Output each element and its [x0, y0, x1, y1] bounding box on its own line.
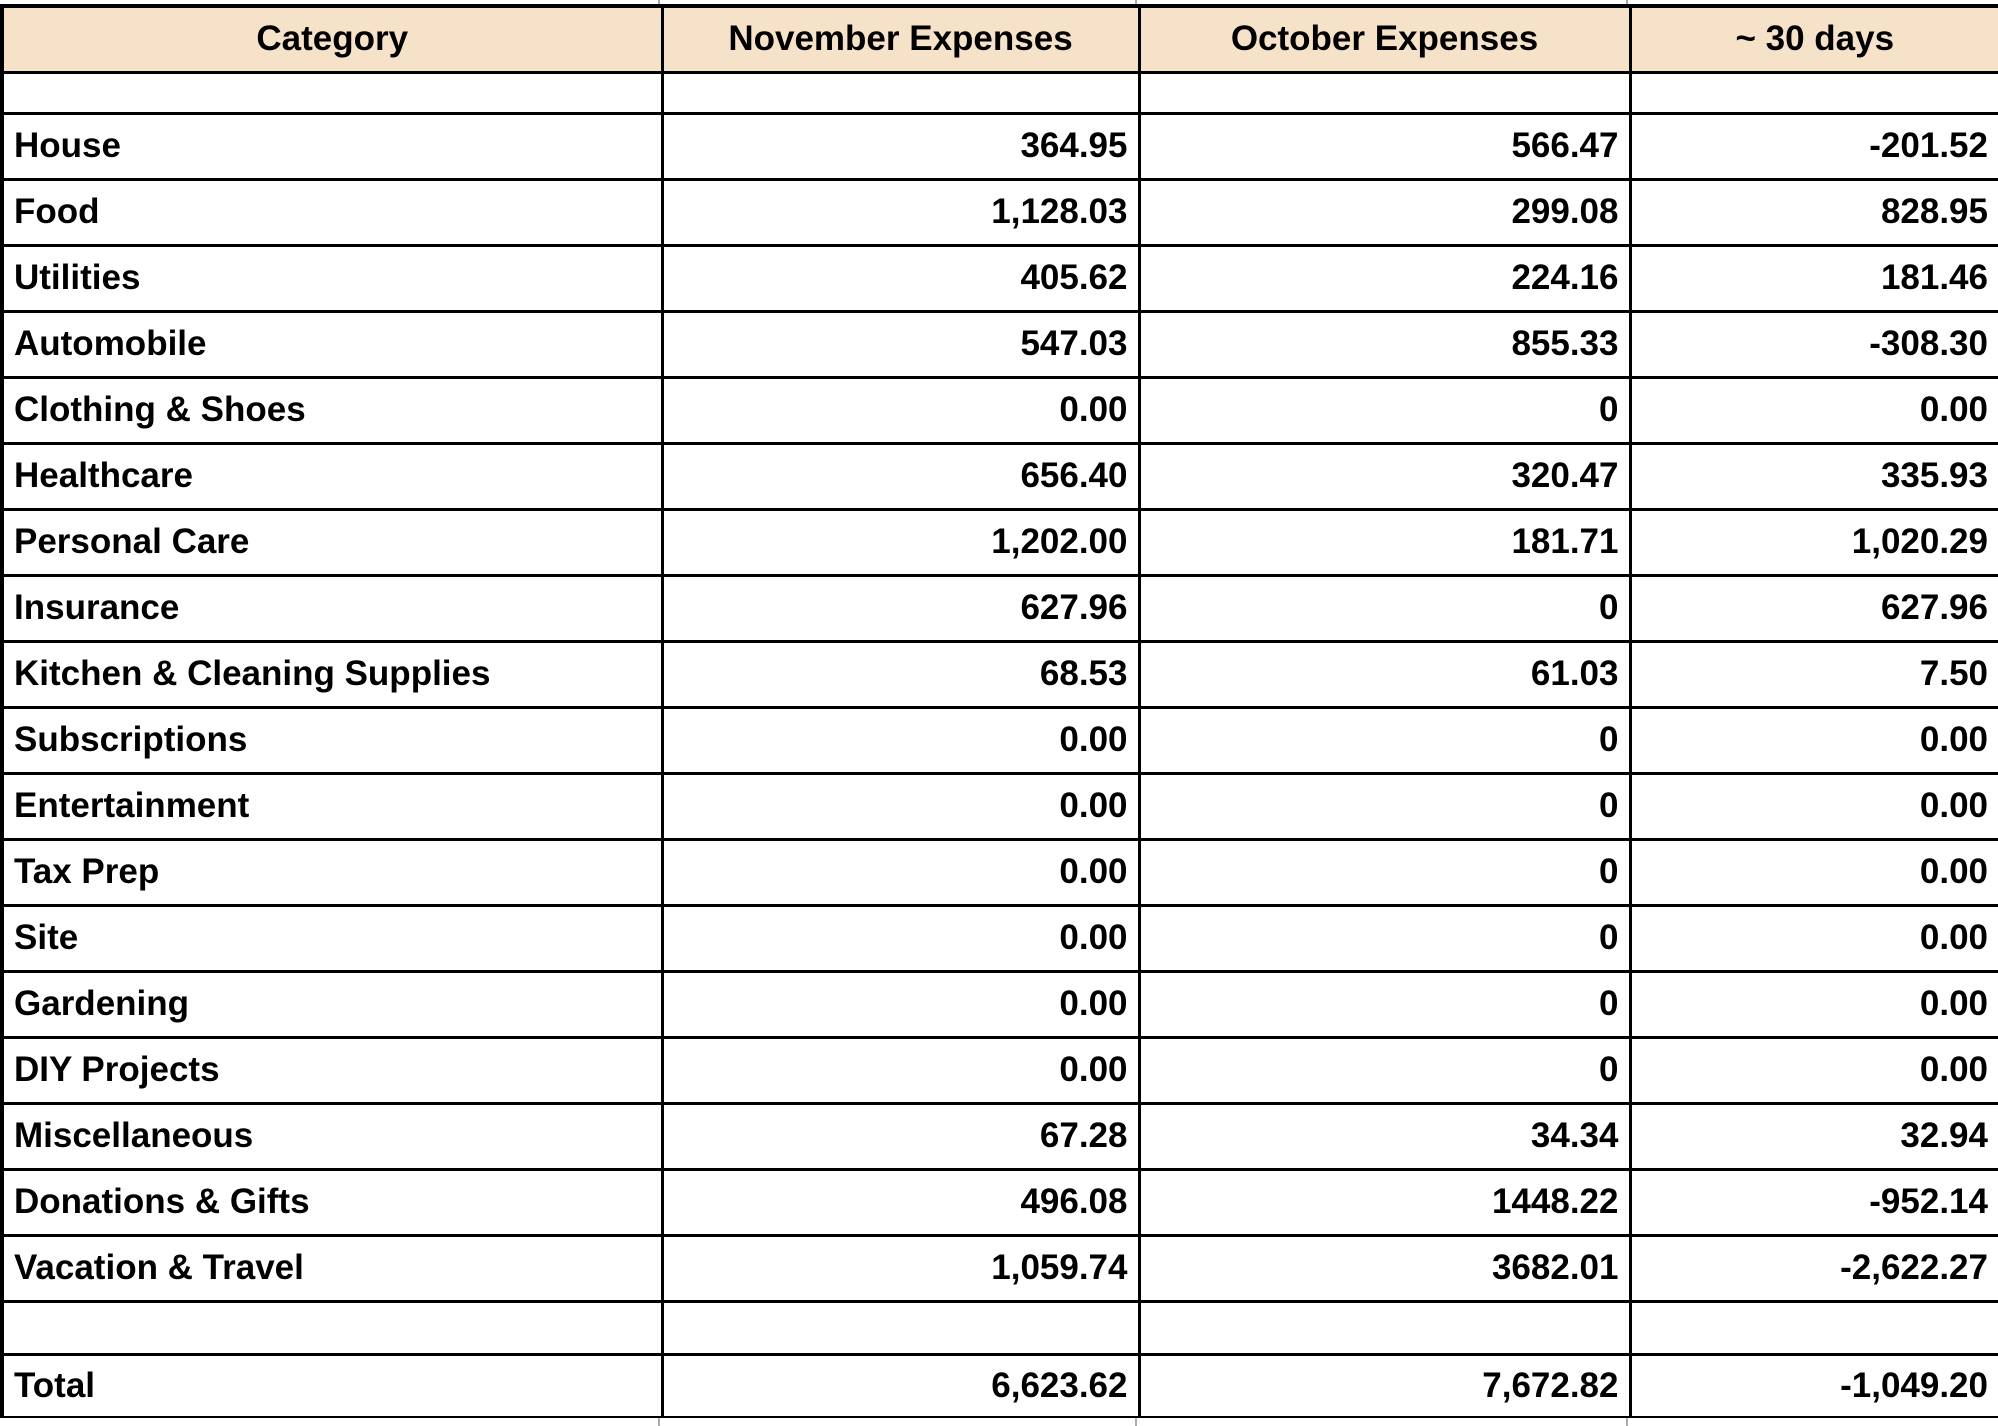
spacer-cell[interactable] — [662, 1301, 1139, 1354]
spacer-cell[interactable] — [1139, 1301, 1630, 1354]
cell-november[interactable]: 68.53 — [662, 641, 1139, 707]
table-row — [2, 575, 1998, 641]
cell-november[interactable]: 0.00 — [662, 707, 1139, 773]
spacer-cell[interactable] — [2, 1301, 662, 1354]
table-row — [2, 1235, 1998, 1301]
spacer-cell[interactable] — [1630, 1301, 1998, 1354]
cell-november[interactable]: 0.00 — [662, 839, 1139, 905]
expense-table-body — [2, 72, 1998, 1418]
cell-november[interactable]: 1,128.03 — [662, 179, 1139, 245]
cell-category[interactable]: Insurance — [2, 575, 662, 641]
cell-category[interactable]: Automobile — [2, 311, 662, 377]
cell-november[interactable]: 364.95 — [662, 113, 1139, 179]
cell-delta[interactable]: 627.96 — [1630, 575, 1998, 641]
cell-november[interactable]: 0.00 — [662, 773, 1139, 839]
cell-november[interactable]: 656.40 — [662, 443, 1139, 509]
cell-november[interactable]: 496.08 — [662, 1169, 1139, 1235]
cell-october[interactable]: 0 — [1139, 1037, 1630, 1103]
cell-delta[interactable]: -308.30 — [1630, 311, 1998, 377]
table-row — [2, 773, 1998, 839]
cell-category[interactable]: House — [2, 113, 662, 179]
cell-november[interactable]: 1,059.74 — [662, 1235, 1139, 1301]
cell-delta[interactable]: 0.00 — [1630, 905, 1998, 971]
cell-november[interactable]: 0.00 — [662, 905, 1139, 971]
cell-november[interactable]: 405.62 — [662, 245, 1139, 311]
cell-october[interactable]: 320.47 — [1139, 443, 1630, 509]
cell-november[interactable]: 627.96 — [662, 575, 1139, 641]
cell-october[interactable]: 855.33 — [1139, 311, 1630, 377]
cell-delta[interactable]: 0.00 — [1630, 773, 1998, 839]
column-gridline — [1135, 1418, 1137, 1426]
spacer-cell[interactable] — [1630, 72, 1998, 113]
table-row — [2, 245, 1998, 311]
cell-october[interactable]: 566.47 — [1139, 113, 1630, 179]
cell-october[interactable]: 224.16 — [1139, 245, 1630, 311]
cell-november[interactable]: 0.00 — [662, 971, 1139, 1037]
cell-delta[interactable]: -2,622.27 — [1630, 1235, 1998, 1301]
cell-november[interactable]: 0.00 — [662, 1037, 1139, 1103]
expense-table — [0, 4, 1998, 1420]
table-row — [2, 905, 1998, 971]
total-row — [2, 1354, 1998, 1418]
column-gridline — [1626, 1418, 1628, 1426]
cell-category[interactable]: Personal Care — [2, 509, 662, 575]
cell-november[interactable]: 1,202.00 — [662, 509, 1139, 575]
cell-november[interactable]: 547.03 — [662, 311, 1139, 377]
cell-delta[interactable]: -201.52 — [1630, 113, 1998, 179]
spacer-cell[interactable] — [2, 72, 662, 113]
cell-total-label[interactable]: Total — [2, 1354, 662, 1418]
table-row — [2, 707, 1998, 773]
cell-category[interactable]: Vacation & Travel — [2, 1235, 662, 1301]
cell-october[interactable]: 0 — [1139, 707, 1630, 773]
cell-october[interactable]: 61.03 — [1139, 641, 1630, 707]
cell-category[interactable]: Healthcare — [2, 443, 662, 509]
cell-category[interactable]: Utilities — [2, 245, 662, 311]
col-header-october[interactable]: October Expenses — [1139, 6, 1630, 72]
table-row — [2, 1103, 1998, 1169]
table-row — [2, 377, 1998, 443]
cell-delta[interactable]: 0.00 — [1630, 839, 1998, 905]
cell-category[interactable]: Site — [2, 905, 662, 971]
cell-october[interactable]: 181.71 — [1139, 509, 1630, 575]
cell-category[interactable]: Subscriptions — [2, 707, 662, 773]
cell-category[interactable]: Donations & Gifts — [2, 1169, 662, 1235]
table-row — [2, 641, 1998, 707]
cell-category[interactable]: Gardening — [2, 971, 662, 1037]
cell-delta[interactable]: 0.00 — [1630, 377, 1998, 443]
table-row — [2, 443, 1998, 509]
spacer-cell[interactable] — [662, 72, 1139, 113]
spacer-row — [2, 72, 1998, 113]
cell-october[interactable]: 34.34 — [1139, 1103, 1630, 1169]
cell-delta[interactable]: 1,020.29 — [1630, 509, 1998, 575]
cell-total-delta[interactable]: -1,049.20 — [1630, 1354, 1998, 1418]
cell-october[interactable]: 0 — [1139, 575, 1630, 641]
column-gridline — [658, 1418, 660, 1426]
cell-category[interactable]: Clothing & Shoes — [2, 377, 662, 443]
cell-delta[interactable]: 32.94 — [1630, 1103, 1998, 1169]
cell-delta[interactable]: 828.95 — [1630, 179, 1998, 245]
cell-category[interactable]: Tax Prep — [2, 839, 662, 905]
cell-october[interactable]: 0 — [1139, 971, 1630, 1037]
table-row — [2, 113, 1998, 179]
cell-delta[interactable]: 0.00 — [1630, 971, 1998, 1037]
cell-october[interactable]: 3682.01 — [1139, 1235, 1630, 1301]
cell-category[interactable]: Entertainment — [2, 773, 662, 839]
spacer-cell[interactable] — [1139, 72, 1630, 113]
table-row — [2, 509, 1998, 575]
cell-october[interactable]: 0 — [1139, 905, 1630, 971]
cell-november[interactable]: 67.28 — [662, 1103, 1139, 1169]
cell-october[interactable]: 0 — [1139, 773, 1630, 839]
cell-category[interactable]: DIY Projects — [2, 1037, 662, 1103]
table-row — [2, 311, 1998, 377]
col-header-category[interactable]: Category — [2, 6, 662, 72]
header-row — [2, 6, 1998, 72]
cell-category[interactable]: Kitchen & Cleaning Supplies — [2, 641, 662, 707]
cell-delta[interactable]: 7.50 — [1630, 641, 1998, 707]
cell-delta[interactable]: 335.93 — [1630, 443, 1998, 509]
table-row — [2, 839, 1998, 905]
cell-category[interactable]: Miscellaneous — [2, 1103, 662, 1169]
table-row — [2, 179, 1998, 245]
cell-october[interactable]: 0 — [1139, 839, 1630, 905]
table-row — [2, 1037, 1998, 1103]
cell-total-november[interactable]: 6,623.62 — [662, 1354, 1139, 1418]
cropped-row-sliver-bottom — [0, 1418, 1998, 1426]
cell-total-october[interactable]: 7,672.82 — [1139, 1354, 1630, 1418]
cell-category[interactable]: Food — [2, 179, 662, 245]
cell-october[interactable]: 1448.22 — [1139, 1169, 1630, 1235]
table-row — [2, 1169, 1998, 1235]
cell-november[interactable]: 0.00 — [662, 377, 1139, 443]
col-header-delta[interactable]: ~ 30 days — [1630, 6, 1998, 72]
cell-october[interactable]: 0 — [1139, 377, 1630, 443]
cell-delta[interactable]: 0.00 — [1630, 707, 1998, 773]
cell-delta[interactable]: -952.14 — [1630, 1169, 1998, 1235]
spacer-row — [2, 1301, 1998, 1354]
cell-delta[interactable]: 181.46 — [1630, 245, 1998, 311]
cell-delta[interactable]: 0.00 — [1630, 1037, 1998, 1103]
col-header-november[interactable]: November Expenses — [662, 6, 1139, 72]
table-row — [2, 971, 1998, 1037]
cell-october[interactable]: 299.08 — [1139, 179, 1630, 245]
